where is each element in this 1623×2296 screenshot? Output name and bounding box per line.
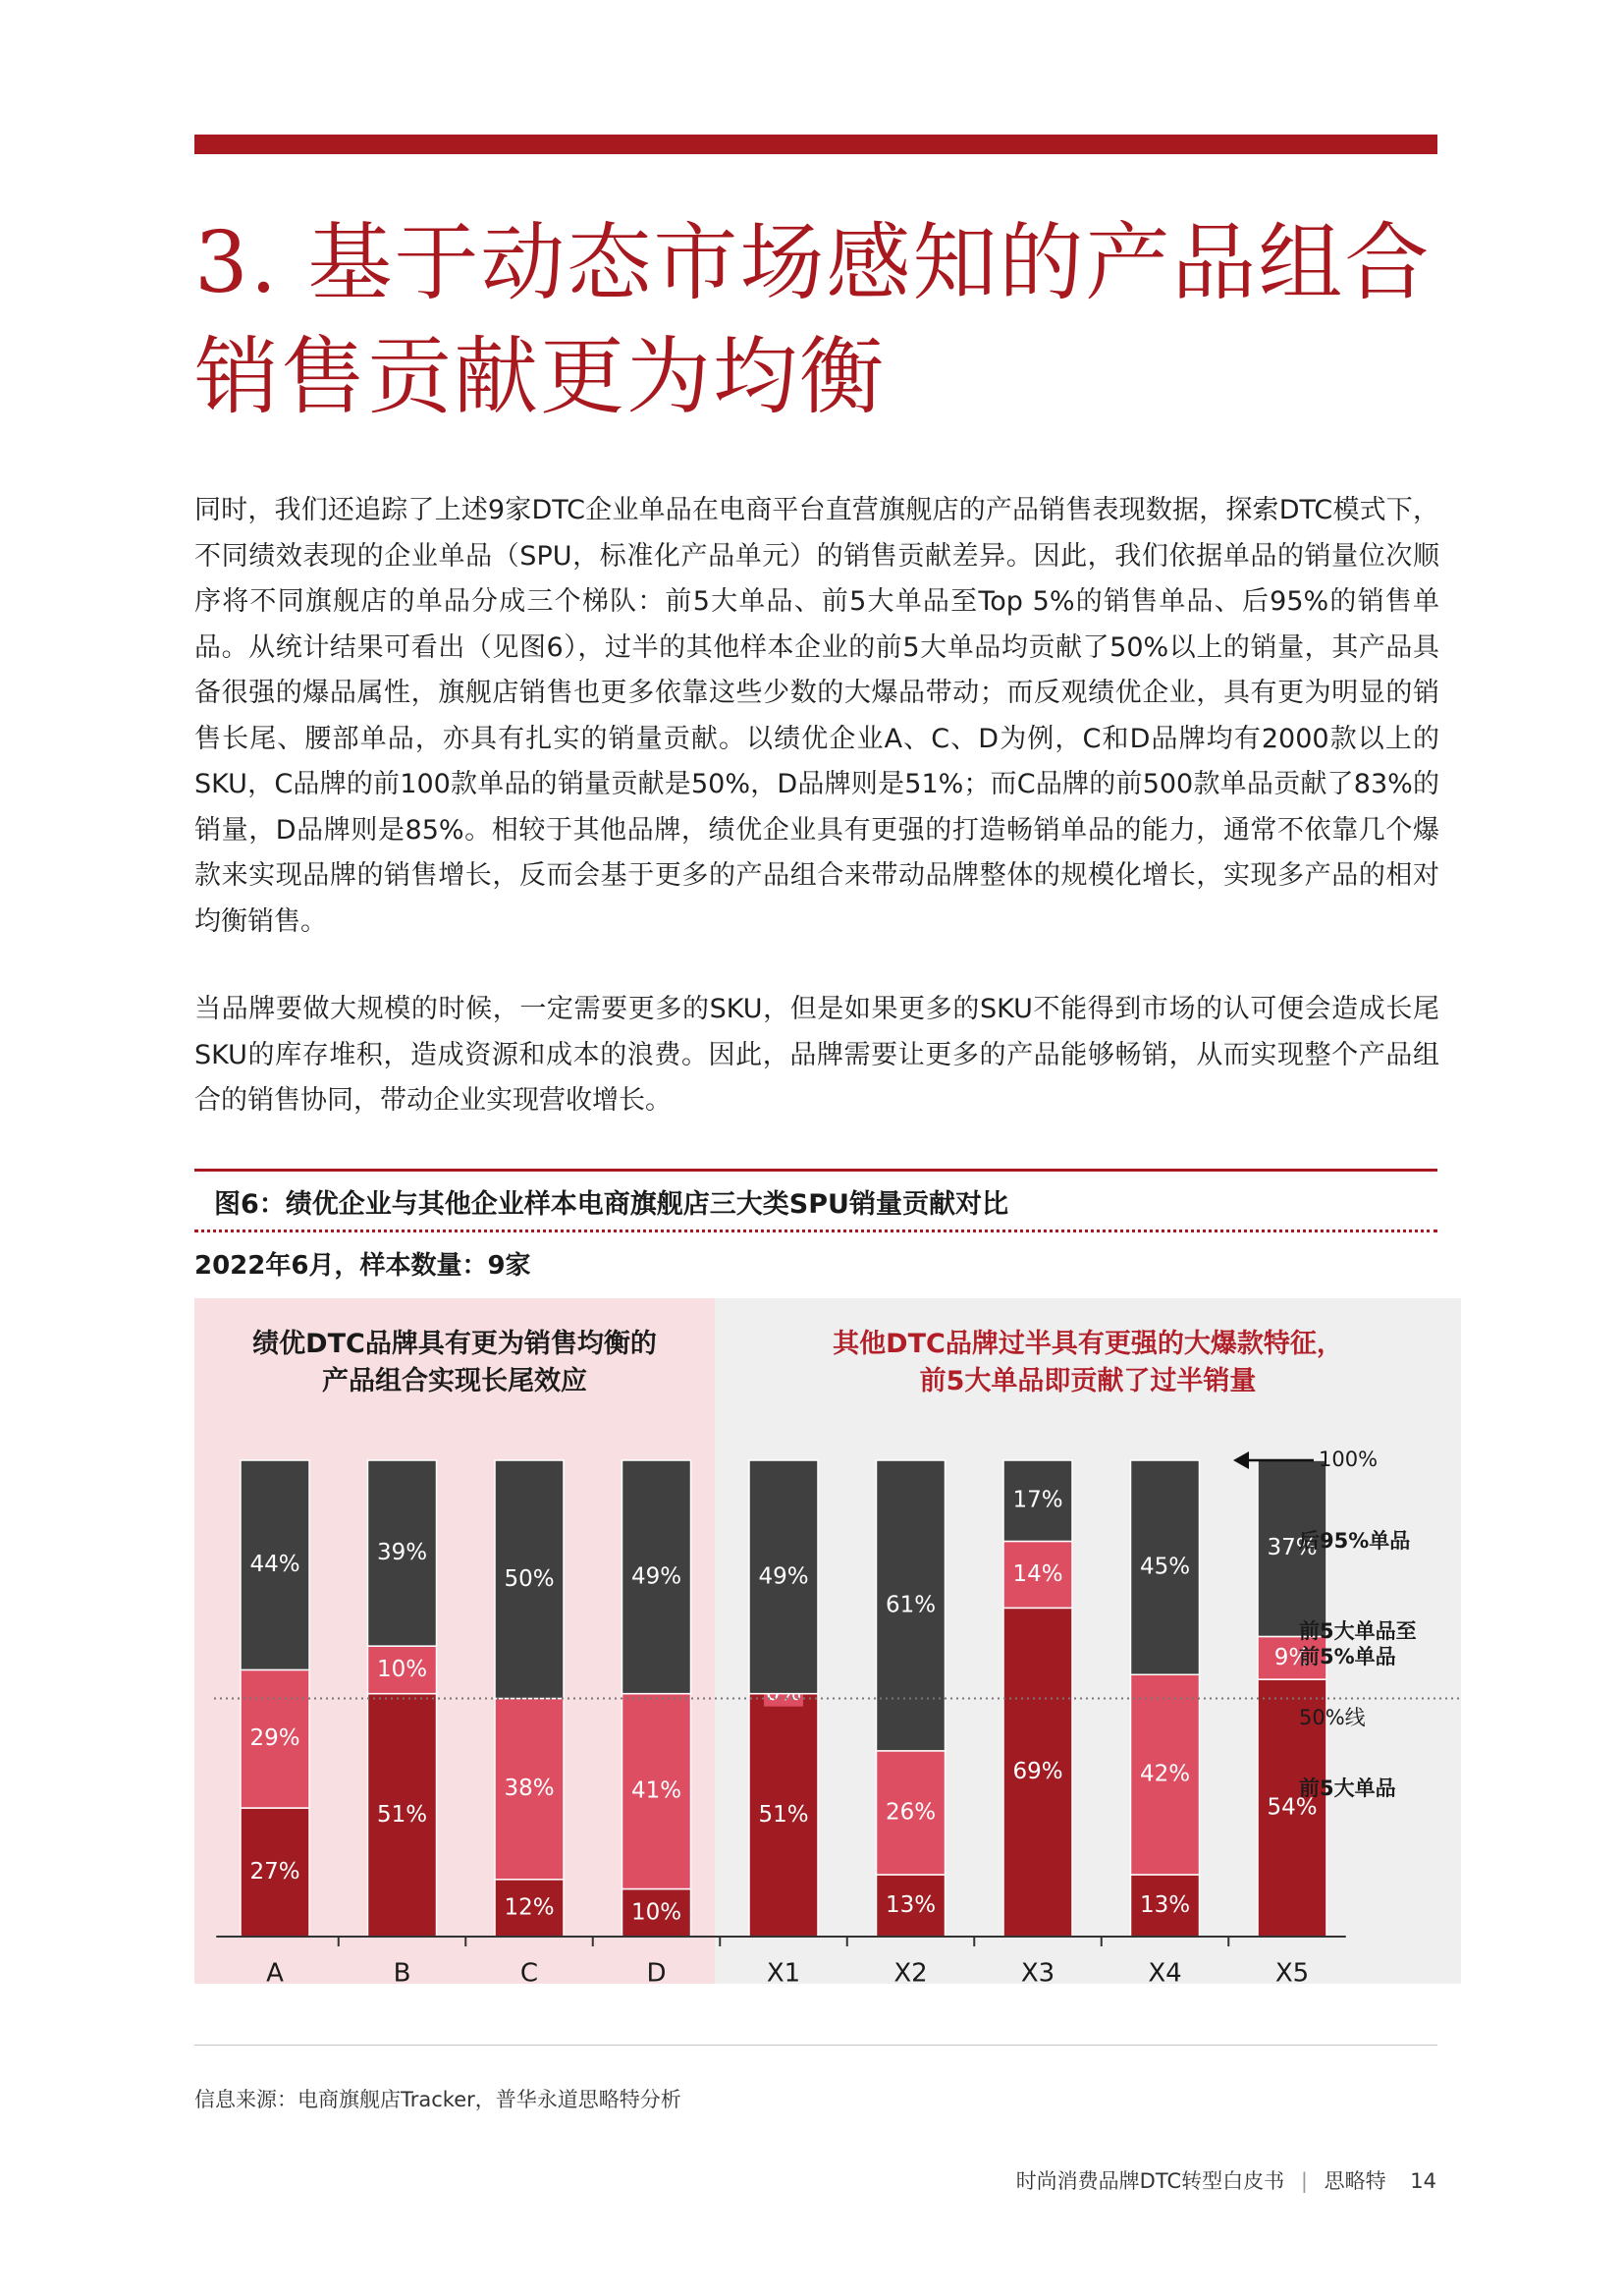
data-label-a-s1: 29% <box>249 1725 300 1752</box>
data-label-x5-s0: 54% <box>1267 1794 1318 1821</box>
panel-title-other-brands-line-1: 其他DTC品牌过半具有更强的大爆款特征， <box>833 1329 1343 1359</box>
data-label-x2-s0: 13% <box>885 1891 937 1918</box>
legend-top-share: 后95%单品 <box>1299 1529 1411 1553</box>
panel-title-other-brands-line-2: 前5大单品即贡献了过半销量 <box>919 1366 1257 1396</box>
x-tick-label-b: B <box>393 1958 411 1984</box>
x-tick-label-c: C <box>519 1958 539 1984</box>
legend-half-line: 50%线 <box>1299 1706 1366 1729</box>
stacked-bar-chart <box>194 1298 1461 1984</box>
chart-area <box>194 1298 1461 1984</box>
data-label-x3-s1: 14% <box>1012 1560 1063 1587</box>
x-tick-label-x4: X4 <box>1148 1958 1182 1984</box>
data-label-d-s0: 10% <box>630 1899 682 1926</box>
data-label-c-s1: 38% <box>504 1776 555 1802</box>
x-tick-label-d: D <box>646 1958 667 1984</box>
data-label-x3-s0: 69% <box>1012 1759 1063 1785</box>
figure-dotted-rule <box>194 1230 1437 1232</box>
data-label-x1-s0: 51% <box>758 1801 809 1828</box>
footer-brand: 思略特 <box>1324 2169 1386 2193</box>
data-label-x4-s2: 45% <box>1139 1554 1191 1580</box>
data-label-x2-s1: 26% <box>885 1799 937 1826</box>
x-tick-label-x5: X5 <box>1274 1958 1310 1984</box>
body-paragraph-2: 当品牌要做大规模的时候，一定需要更多的SKU，但是如果更多的SKU不能得到市场的认可便会造成长尾SKU的库存堆积，造成资源和成本的浪费。因此，品牌需要让更多的产品能够畅销，从而实现整个产品组合的销售协同，带动企业实现营收增长。 <box>194 994 1439 1116</box>
legend-100-label: 100% <box>1319 1448 1379 1471</box>
source-rule <box>194 2045 1437 2046</box>
figure-subtitle: 2022年6月，样本数量：9家 <box>194 1251 531 1281</box>
header-accent-bar <box>194 135 1437 154</box>
data-label-a-s0: 27% <box>249 1859 300 1886</box>
x-tick-label-x2: X2 <box>893 1958 928 1984</box>
data-label-a-s2: 44% <box>249 1552 300 1578</box>
data-label-b-s0: 51% <box>376 1801 428 1828</box>
data-label-x5-s1: 9% <box>1273 1644 1311 1670</box>
legend-mid-share-line-1: 前5大单品至 <box>1299 1619 1417 1643</box>
data-label-x4-s0: 13% <box>1139 1891 1191 1918</box>
body-paragraph-1: 同时，我们还追踪了上述9家DTC企业单品在电商平台直营旗舰店的产品销售表现数据，探索DTC模式下，不同绩效表现的企业单品（SPU，标准化产品单元）的销售贡献差异。因此，我们依据单品的销量位次顺序将不同旗舰店的单品分成三个梯队：前5大单品、前5大单品至Top 5%的销售单品、后95%的销售单品。从统计结果可看出（见图6），过半的其他样本企业的前5大单品均贡献了50%以上的销量，其产品具备很强的爆品属性，旗舰店销售也更多依靠这些少数的大爆品带动；而反观绩优企业，具有更为明显的销售长尾、腰部单品，亦具有扎实的销量贡献。以绩优企业A、C、D为例，C和D品牌均有2000款以上的SKU，C品牌的前100款单品的销量贡献是50%，D品牌则是51%；而C品牌的前500款单品贡献了83%的销量，D品牌则是85%。相较于其他品牌，绩优企业具有更强的打造畅销单品的能力，通常不依靠几个爆款来实现品牌的销售增长，反而会基于更多的产品组合来带动品牌整体的规模化增长，实现多产品的相对均衡销售。 <box>194 495 1439 937</box>
data-label-x5-s2: 37% <box>1267 1535 1318 1561</box>
data-label-x4-s1: 42% <box>1139 1761 1191 1787</box>
section-heading-line-1: 3. 基于动态市场感知的产品组合 <box>194 214 1432 312</box>
figure-title: 图6：绩优企业与其他企业样本电商旗舰店三大类SPU销量贡献对比 <box>214 1189 1008 1220</box>
footer-page-number: 14 <box>1410 2169 1436 2193</box>
legend-top5: 前5大单品 <box>1299 1777 1396 1800</box>
data-label-x3-s2: 17% <box>1012 1487 1063 1513</box>
x-tick-label-a: A <box>266 1958 284 1984</box>
data-label-b-s2: 39% <box>376 1540 428 1566</box>
panel-title-top-performers-line-2: 产品组合实现长尾效应 <box>322 1366 587 1396</box>
data-label-c-s0: 12% <box>504 1894 555 1921</box>
data-label-b-s1: 10% <box>376 1656 428 1682</box>
section-heading-line-2: 销售贡献更为均衡 <box>194 328 886 426</box>
source-note: 信息来源：电商旗舰店Tracker，普华永道思略特分析 <box>194 2088 681 2111</box>
figure-top-rule <box>194 1169 1437 1172</box>
data-label-d-s1: 41% <box>630 1777 682 1804</box>
x-tick-label-x1: X1 <box>766 1958 801 1984</box>
footer-doc-title: 时尚消费品牌DTC转型白皮书 <box>1015 2169 1285 2193</box>
data-label-c-s2: 50% <box>504 1565 555 1592</box>
x-tick-label-x3: X3 <box>1020 1958 1055 1984</box>
panel-title-top-performers-line-1: 绩优DTC品牌具有更为销售均衡的 <box>252 1329 657 1359</box>
legend-mid-share-line-2: 前5%单品 <box>1299 1645 1396 1668</box>
data-label-d-s2: 49% <box>630 1563 682 1590</box>
page-footer <box>1016 2165 1436 2195</box>
data-label-x2-s2: 61% <box>885 1592 937 1618</box>
full-marker-arrow-head <box>1233 1451 1249 1469</box>
footer-separator: | <box>1300 2169 1308 2193</box>
section-heading <box>194 206 1461 434</box>
data-label-x1-s2: 49% <box>758 1563 809 1590</box>
